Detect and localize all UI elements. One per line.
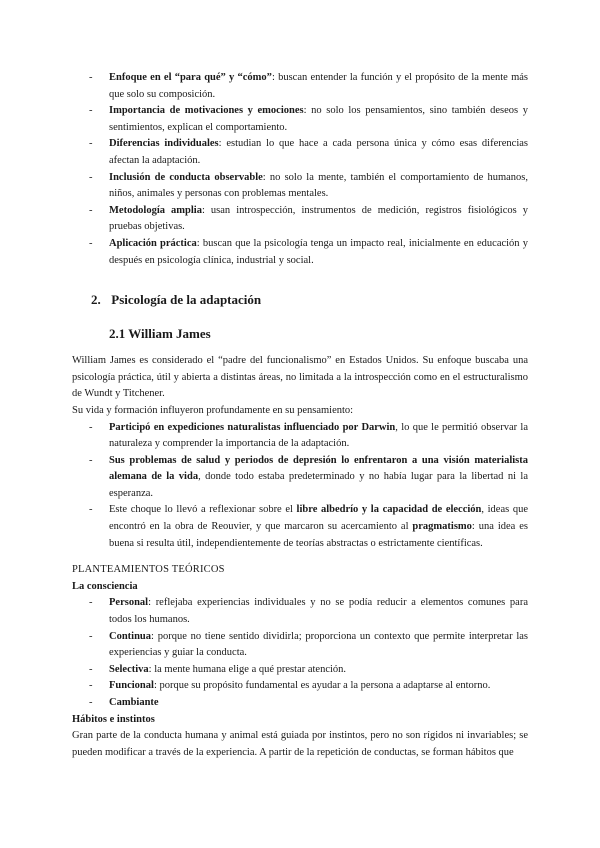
- bullet-dash: -: [89, 454, 93, 466]
- list-item: [0, 420, 600, 453]
- list-item: [0, 136, 600, 169]
- bullet-dash: -: [89, 504, 93, 516]
- list-item: [0, 70, 600, 103]
- list-item: [0, 236, 600, 269]
- theory-heading: PLANTEAMIENTOS TEÓRICOS: [72, 564, 225, 576]
- section-heading: [0, 291, 600, 309]
- item-text: : buscan entender la función y el propósito de la mente más que solo su composición.: [109, 72, 528, 100]
- bullet-dash: -: [89, 105, 93, 117]
- habits-paragraph: Gran parte de la conducta humana y animal está guiada por instintos, pero no son rígidos ni invariables; se pueden modificar a través de la experiencia. A partir de la repetición de conductas, se forman hábitos que: [72, 730, 528, 758]
- item-text: Este choque lo llevó a reflexionar sobre el: [109, 504, 297, 516]
- consciousness-list: [0, 595, 600, 711]
- habits-heading: Hábitos e instintos: [72, 713, 155, 725]
- intro-paragraph: William James es considerado el “padre del funcionalismo” en Estados Unidos. Su enfoque buscaba una psicología práctica, útil y abierta a distintas áreas, no limitada a la introspección como en el estructuralismo de Wundt y Titchener.: [72, 355, 528, 400]
- item-text: : estudian lo que hace a cada persona única y cómo esas diferencias afectan la adaptación.: [109, 138, 528, 166]
- item-term: Metodología amplia: [109, 204, 202, 216]
- bullet-dash: -: [89, 630, 93, 642]
- item-text: : reflejaba experiencias individuales y no se podía reducir a elementos comunes para todos los humanos.: [109, 597, 528, 626]
- item-text: : usan introspección, instrumentos de medición, registros fisiológicos y pruebas objetivas.: [109, 204, 528, 233]
- item-term: pragmatismo: [412, 521, 472, 533]
- bullet-dash: -: [89, 697, 93, 708]
- item-text: , donde todo estaba predeterminado y no había lugar para la libertad ni la esperanza.: [109, 471, 528, 499]
- section-number: 2.: [91, 292, 101, 308]
- item-term: Enfoque en el “para qué” y “cómo”: [109, 72, 272, 83]
- item-text: : la mente humana elige a qué prestar atención.: [148, 663, 347, 675]
- item-term: Cambiante: [109, 697, 159, 708]
- item-term: Sus problemas de salud y periodos de depresión lo enfrentaron a una visión materialista alemana de la vida: [109, 454, 528, 483]
- item-text: : no solo la mente, también el comportamiento de humanos, niños, animales y personas con problemas mentales.: [109, 171, 528, 200]
- section-title: Psicología de la adaptación: [111, 292, 262, 308]
- bullet-dash: -: [89, 663, 93, 675]
- item-term: Selectiva: [109, 663, 149, 675]
- consciousness-heading: La consciencia: [72, 580, 138, 592]
- bullet-dash: -: [89, 597, 93, 609]
- item-term: Aplicación práctica: [109, 237, 197, 249]
- item-term: Funcional: [109, 680, 154, 692]
- life-paragraph: Su vida y formación influyeron profundamente en su pensamiento:: [72, 404, 354, 416]
- list-item: [0, 453, 600, 503]
- item-term: Importancia de motivaciones y emociones: [109, 105, 304, 117]
- list-item: [0, 695, 600, 712]
- list-item: [0, 629, 600, 662]
- list-item: [0, 662, 600, 679]
- bullet-dash: -: [89, 237, 93, 249]
- list-item: [0, 203, 600, 236]
- item-text: : no solo los pensamientos, sino también deseos y sentimientos, explican el comportamiento.: [109, 105, 528, 133]
- bullet-dash: -: [89, 138, 93, 150]
- bullet-dash: -: [89, 421, 93, 433]
- bullet-dash: -: [89, 680, 93, 692]
- item-term: Continua: [109, 630, 152, 642]
- bullet-dash: -: [89, 72, 93, 83]
- life-list: [0, 420, 600, 553]
- item-term: libre albedrío y la capacidad de elección: [296, 504, 482, 516]
- list-item: [0, 502, 600, 552]
- item-text: : buscan que la psicología tenga un impacto real, inicialmente en educación y después en psicología clínica, industrial y social.: [109, 237, 528, 266]
- item-term: Inclusión de conducta observable: [109, 171, 263, 183]
- list-item: [0, 595, 600, 628]
- functionalism-features-list: [0, 70, 600, 269]
- item-text: : una idea es buena si resulta útil, independientemente de teorías abstractas o estrictamente científicas.: [109, 521, 528, 549]
- bullet-dash: -: [89, 171, 93, 183]
- subsection-heading: 2.1 William James: [109, 326, 211, 342]
- item-term: Diferencias individuales: [109, 138, 219, 150]
- list-item: [0, 103, 600, 136]
- item-text: , ideas que encontró en la obra de Reouvier, y que marcaron su acercamiento al: [109, 504, 528, 533]
- item-term: Participó en expediciones naturalistas influenciado por Darwin: [109, 421, 396, 433]
- item-text: : porque su propósito fundamental es ayudar a la persona a adaptarse al entorno.: [153, 680, 491, 692]
- item-text: , lo que le permitió observar la naturaleza y comprender la importancia de la adaptación.: [109, 421, 528, 450]
- item-text: : porque no tiene sentido dividirla; proporciona un contexto que permite interpretar las experiencias y guiar la conducta.: [109, 630, 528, 659]
- list-item: [0, 170, 600, 203]
- bullet-dash: -: [89, 204, 93, 216]
- item-term: Personal: [109, 597, 149, 609]
- list-item: [0, 678, 600, 695]
